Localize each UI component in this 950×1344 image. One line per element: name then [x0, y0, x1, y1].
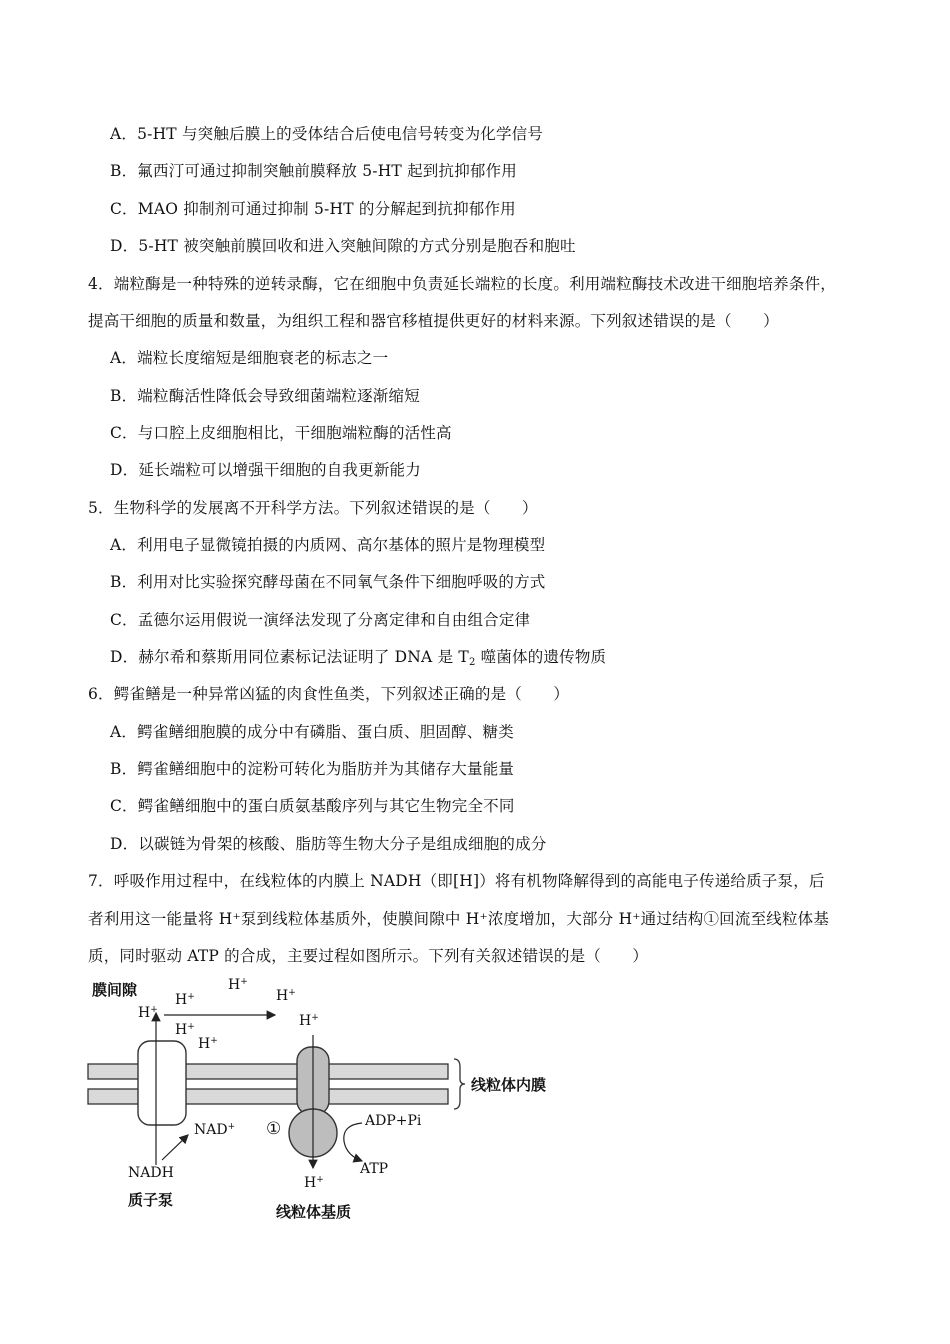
q5-option-c: C．孟德尔运用假说一演绎法发现了分离定律和自由组合定律: [110, 611, 531, 629]
label-nadh: NADH: [128, 1165, 174, 1181]
q5-option-d-subscript: 2: [468, 657, 476, 668]
q5-option-b: B．利用对比实验探究酵母菌在不同氧气条件下细胞呼吸的方式: [110, 573, 546, 591]
q7-stem-line3: 质，同时驱动 ATP 的合成，主要过程如图所示。下列有关叙述错误的是（ ）: [88, 947, 649, 965]
label-atp: ATP: [360, 1161, 389, 1177]
label-proton-pump: 质子泵: [128, 1191, 174, 1209]
q5-option-d-suffix: 噬菌体的遗传物质: [475, 648, 607, 666]
h-ion-label-1: H+: [138, 1005, 158, 1021]
q3-option-c: C．MAO 抑制剂可通过抑制 5-HT 的分解起到抗抑郁作用: [110, 200, 516, 218]
proton-pump-shape: [138, 1041, 186, 1125]
q4-option-c: C．与口腔上皮细胞相比，干细胞端粒酶的活性高: [110, 424, 452, 442]
q6-option-d: D．以碳链为骨架的核酸、脂肪等生物大分子是组成细胞的成分: [110, 835, 547, 853]
adp-atp-arrow: [344, 1123, 362, 1161]
q6-stem: 6．鳄雀鳝是一种异常凶猛的肉食性鱼类，下列叙述正确的是（ ）: [88, 685, 570, 703]
h-ion-label-2: H+: [175, 992, 195, 1008]
label-structure-1: ①: [266, 1119, 282, 1139]
q5-stem: 5．生物科学的发展离不开科学方法。下列叙述错误的是（ ）: [88, 499, 538, 517]
h-ion-label-4: H+: [276, 988, 296, 1004]
q6-option-a: A．鳄雀鳝细胞膜的成分中有磷脂、蛋白质、胆固醇、糖类: [110, 723, 514, 741]
q3-option-b: B．氟西汀可通过抑制突触前膜释放 5-HT 起到抗抑郁作用: [110, 162, 518, 180]
h-ion-label-3: H+: [228, 977, 248, 993]
q5-option-d: [110, 647, 606, 673]
h-ion-label-7: H+: [299, 1013, 319, 1029]
q4-option-d: D．延长端粒可以增强干细胞的自我更新能力: [110, 461, 421, 479]
label-intermembrane: 膜间隙: [92, 981, 138, 999]
q4-stem-line2: 提高干细胞的质量和数量，为组织工程和器官移植提供更好的材料来源。下列叙述错误的是（ ）: [88, 312, 779, 330]
label-adp-pi: ADP+Pi: [365, 1113, 422, 1129]
q3-option-d: D．5-HT 被突触前膜回收和进入突触间隙的方式分别是胞吞和胞吐: [110, 237, 576, 255]
q5-option-a: A．利用电子显微镜拍摄的内质网、高尔基体的照片是物理模型: [110, 536, 546, 554]
label-nad: NAD+: [194, 1122, 236, 1138]
nadh-arrow: [162, 1135, 188, 1160]
mitochondria-membrane-figure: [80, 975, 580, 1235]
q6-option-b: B．鳄雀鳝细胞中的淀粉可转化为脂肪并为其储存大量能量: [110, 760, 515, 778]
label-inner-membrane: 线粒体内膜: [471, 1076, 547, 1094]
q4-stem-line1: 4．端粒酶是一种特殊的逆转录酶，它在细胞中负责延长端粒的长度。利用端粒酶技术改进干细胞培养条件，: [88, 275, 836, 293]
q3-option-a: A．5-HT 与突触后膜上的受体结合后使电信号转变为化学信号: [110, 125, 544, 143]
q6-option-c: C．鳄雀鳝细胞中的蛋白质氨基酸序列与其它生物完全不同: [110, 797, 515, 815]
q7-stem-line1: 7．呼吸作用过程中，在线粒体的内膜上 NADH（即[H]）将有机物降解得到的高能电子传递给质子泵，后: [88, 872, 825, 890]
h-ion-label-5: H+: [175, 1022, 195, 1038]
q5-option-d-prefix: D．赫尔希和蔡斯用同位素标记法证明了 DNA 是 T: [110, 648, 469, 666]
label-matrix: 线粒体基质: [276, 1203, 352, 1221]
membrane-bracket: [454, 1059, 465, 1109]
q4-option-b: B．端粒酶活性降低会导致细菌端粒逐渐缩短: [110, 387, 420, 405]
q4-option-a: A．端粒长度缩短是细胞衰老的标志之一: [110, 349, 389, 367]
h-ion-label-6: H+: [198, 1036, 218, 1052]
h-ion-label-8: H+: [304, 1175, 324, 1191]
q7-stem-line2: 者利用这一能量将 H⁺泵到线粒体基质外，使膜间隙中 H⁺浓度增加，大部分 H⁺通过结构①回流至线粒体基: [88, 910, 830, 928]
